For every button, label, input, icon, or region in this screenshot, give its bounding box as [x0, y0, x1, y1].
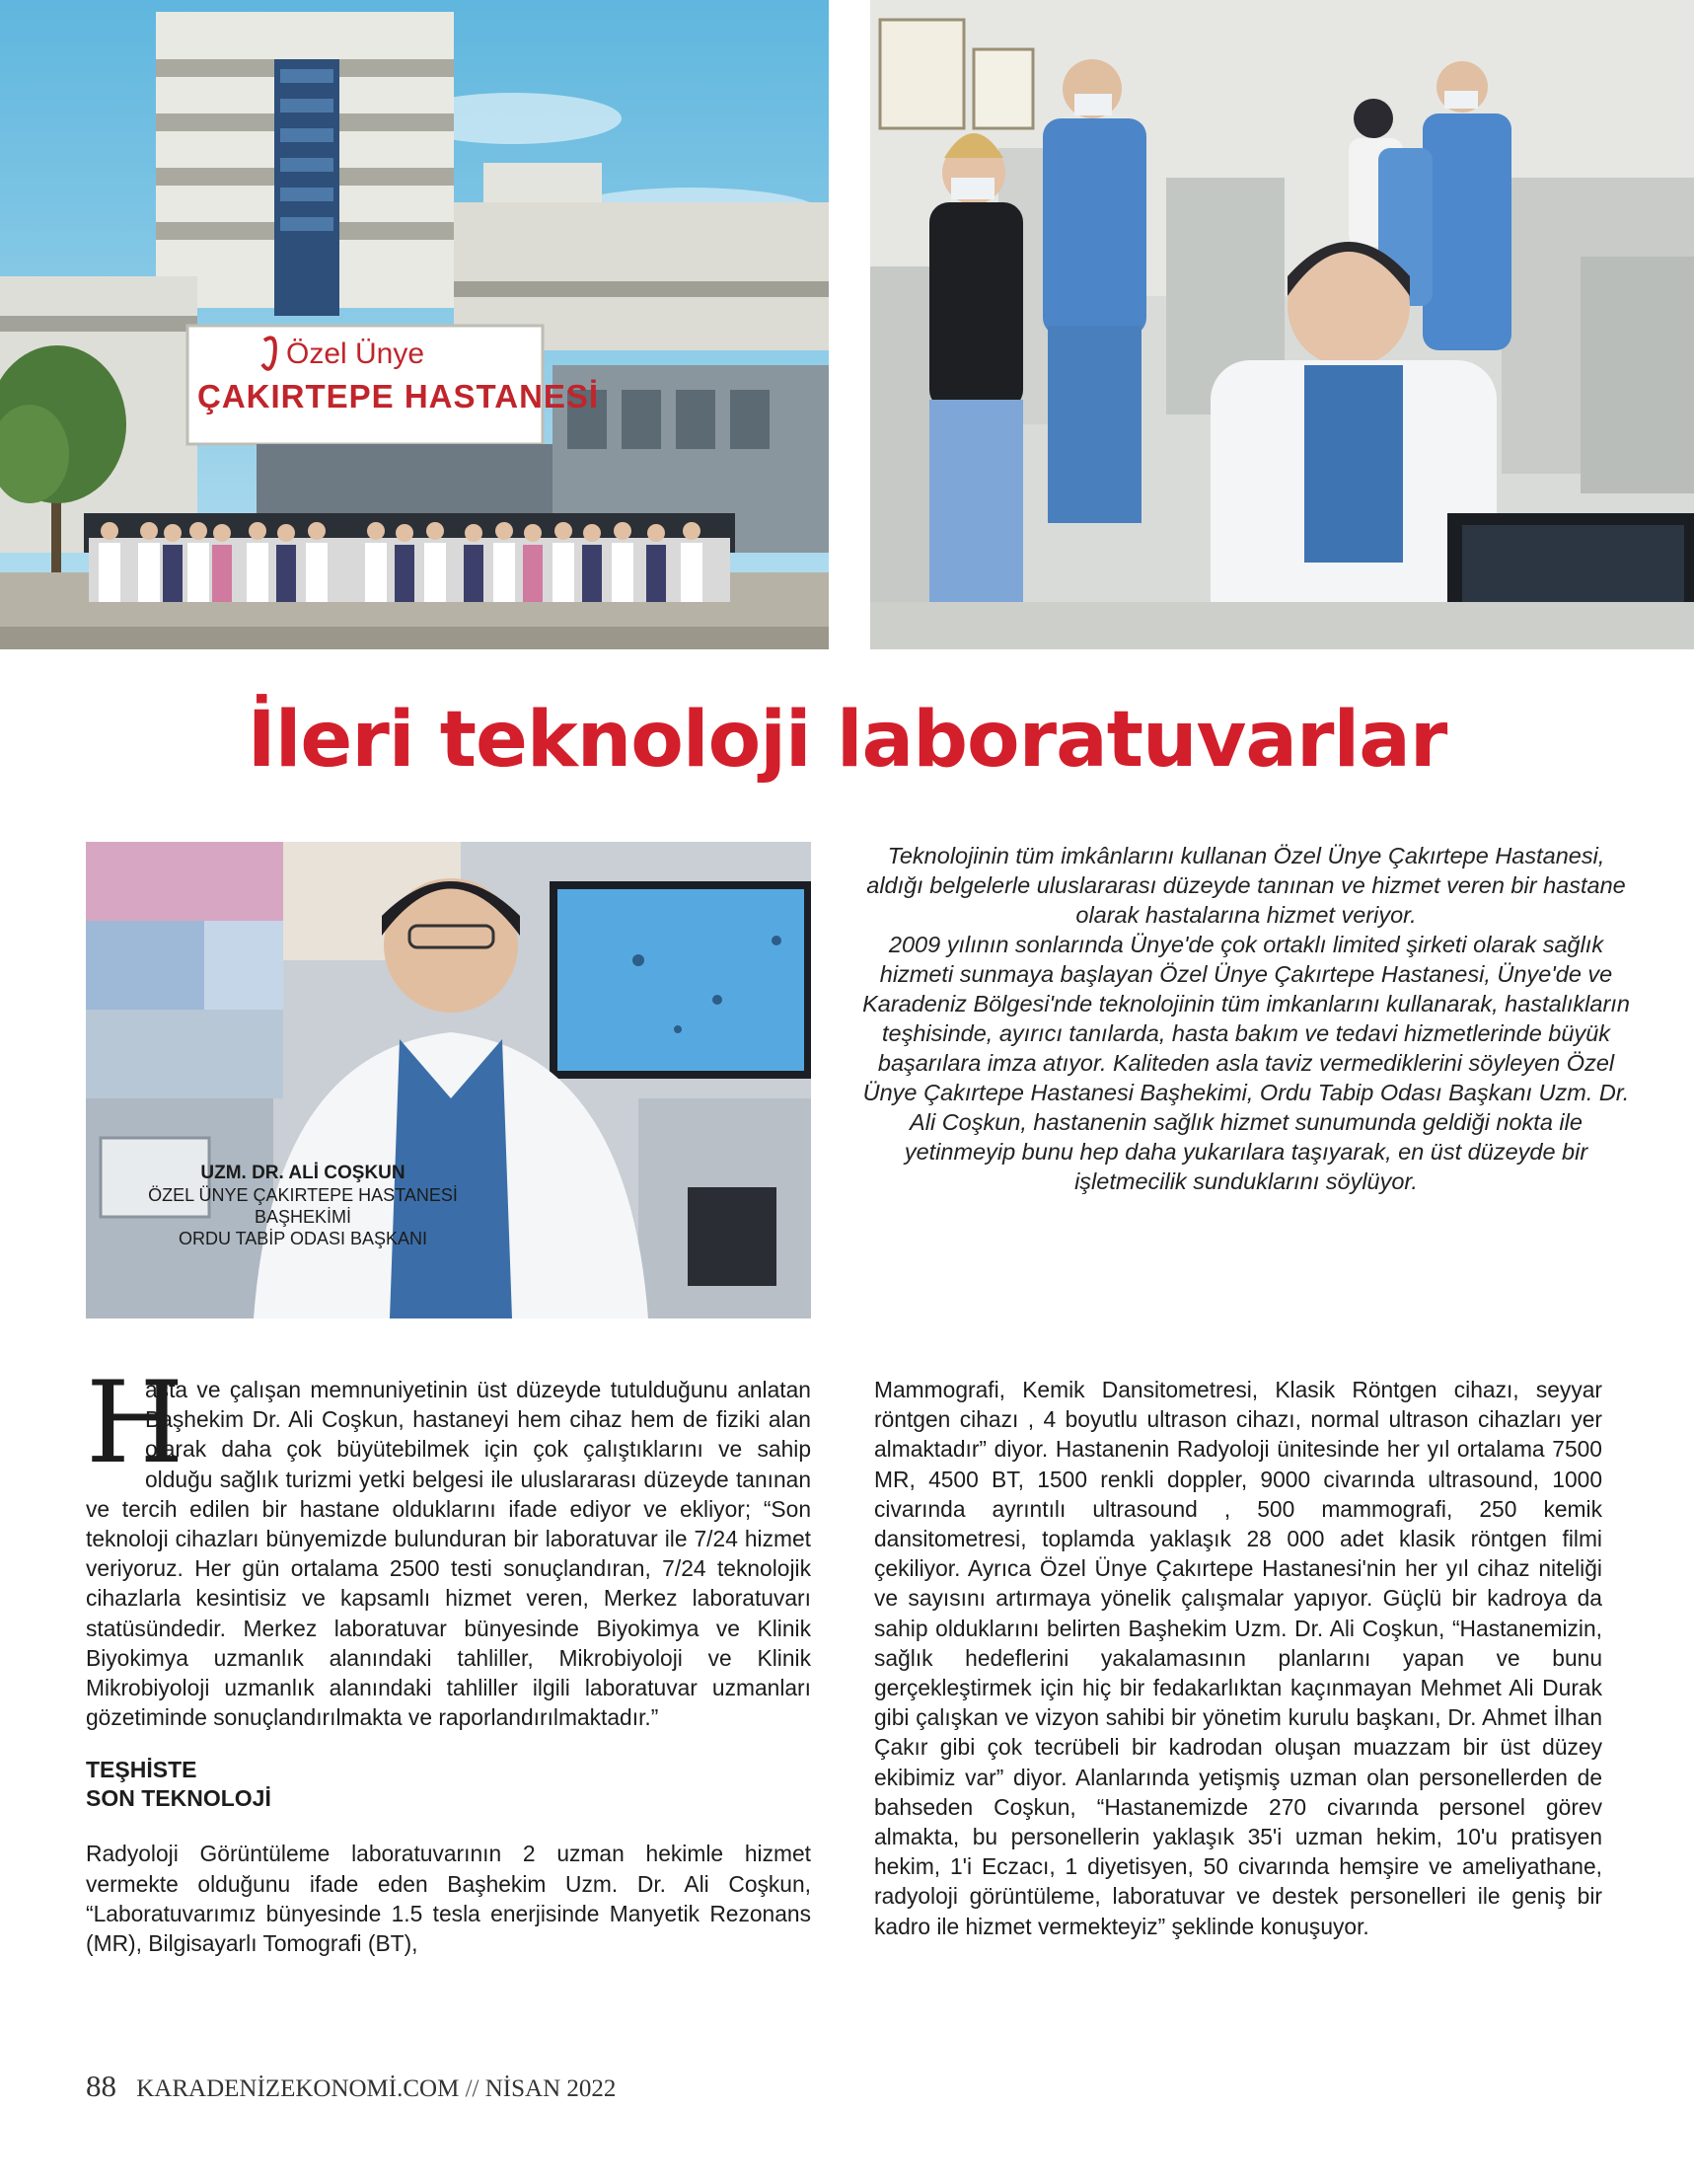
caption-name: UZM. DR. ALİ COŞKUN: [200, 1163, 405, 1183]
page-number: 88: [86, 2069, 116, 2103]
body-paragraph-2: Radyoloji Görüntüleme laboratuvarının 2 uzman hekimle hizmet vermekte olduğunu ifade eden Başhekim Uzm. Dr. Ali Coşkun, “Laboratuvarımız bünyesinde 1.5 tesla enerjisinde Manyetik Rezonans (MR), Bilgisayarlı Tomografi (BT),: [86, 1841, 811, 1957]
intro-paragraph-1: Teknolojinin tüm imkânlarını kullanan Özel Ünye Çakırtepe Hastanesi, aldığı belgelerle uluslararası düzeyde tanınan ve hizmet veren bir hastane olarak hastalarına hizmet veriyor.: [866, 843, 1626, 928]
laboratory-staff-photo: [870, 0, 1694, 649]
hospital-sign-line2: ÇAKIRTEPE HASTANESİ: [197, 378, 600, 414]
subheading-line2: SON TEKNOLOJİ: [86, 1785, 271, 1812]
drop-cap: H: [86, 1357, 184, 1488]
publication-name: KARADENİZEKONOMİ.COM: [136, 2075, 460, 2102]
caption-line1: ÖZEL ÜNYE ÇAKIRTEPE HASTANESİ: [148, 1185, 458, 1205]
intro-paragraph-2: 2009 yılının sonlarında Ünye'de çok ortaklı limited şirketi olarak sağlık hizmeti sunmaya başlayan Özel Ünye Çakırtepe Hastanesi, Ünye'de ve Karadeniz Bölgesi'nde teknolojinin tüm imkanlarını kullanarak, hastalıkların teşhisinde, ayırıcı tanılarda, hasta bakım ve tedavi hizmetlerinde büyük başarılara imza atıyor. Kaliteden asla taviz vermediklerini söyleyen Özel Ünye Çakırtepe Hastanesi Başhekimi, Ordu Tabip Odası Başkanı Uzm. Dr. Ali Coşkun, hastanenin sağlık hizmet sunumunda geldiği nokta ile yetinmeyip bunu hep daha yukarılara taşıyarak, en üst düzeyde bir işletmecilik sunduklarını söylüyor.: [862, 932, 1630, 1194]
page-footer: [86, 2069, 616, 2104]
issue-date: NİSAN 2022: [484, 2075, 617, 2102]
article-intro: [856, 841, 1636, 1196]
body-paragraph-1: [86, 1357, 811, 1732]
portrait-caption: [86, 1163, 520, 1249]
caption-line2: BAŞHEKİMİ: [254, 1207, 352, 1227]
body-column-left: [86, 1357, 811, 1958]
body-paragraph-1-text: asta ve çalışan memnuniyetinin üst düzeyde tutulduğunu anlatan Başhekim Dr. Ali Coşkun, hastaneyi hem cihaz hem de fiziki alan olarak daha çok büyütebilmek için çok çalıştıklarını ve sahip olduğu sağlık turizmi yetki belgesi ile uluslararası düzeyde tanınan ve tercih edilen bir hastane olduklarını ifade ediyor ve ekliyor; “Son teknoloji cihazları bünyemizde bulunduran bir laboratuvar ile 7/24 hizmet veriyoruz. Her gün ortalama 2500 testi sonuçlandıran, 7/24 teknolojik cihazlarla kesintisiz ve kapsamlı hizmet veren, Merkez laboratuvarı statüsündedir. Merkez laboratuvar bünyesinde Biyokimya ve Klinik Biyokimya uzmanlık alanındaki tahliller, Mikrobiyoloji ve Klinik Mikrobiyoloji uzmanlık alanındaki tahliller ilgili laboratuvar uzmanları gözetiminde sonuçlandırılmakta ve raporlandırılmaktadır.”: [86, 1377, 811, 1731]
subheading-line1: TEŞHİSTE: [86, 1757, 197, 1783]
section-subheading: [86, 1756, 811, 1813]
body-column-right: [874, 1375, 1602, 1941]
hospital-sign-line1: Özel Ünye: [286, 338, 425, 370]
body-paragraph-3: Mammografi, Kemik Dansitometresi, Klasik Röntgen cihazı, seyyar röntgen cihazı , 4 boyutlu ultrason cihazı, normal ultrason cihazları yer almaktadır” diyor. Hastanenin Radyoloji ünitesinde her yıl ortalama 7500 MR, 4500 BT, 1500 renkli doppler, 9000 civarında ultrasound, 1000 civarında ayrıntılı ultrasound , 500 mammografi, 250 kemik dansitometresi, toplamda yaklaşık 28 000 adet klasik röntgen filmi çekiliyor. Ayrıca Özel Ünye Çakırtepe Hastanesi'nin her yıl cihaz niteliği ve sayısını artırmaya yönelik çalışmalar yapıyor. Güçlü bir kadroya da sahip olduklarını belirten Başhekim Uzm. Dr. Ali Coşkun, “Hastanemizin, sağlık hedeflerini yakalamasının planlarını yapan ve bunu gerçekleştirmek için hiç bir fedakarlıktan kaçınmayan Mehmet Ali Durak gibi çalışkan ve vizyon sahibi bir yönetim kurulu başkanı, Dr. Ahmet İlhan Çakır gibi çok tecrübeli bir kadrodan oluşan muazzam bir üst düzey ekibimiz var” diyor. Alanlarında yetişmiş uzman olan personellerden de bahseden Coşkun, “Hastanemizde 270 civarında personel görev almakta, bu personellerin yaklaşık 35'i uzman hekim, 10'u pratisyen hekim, 1'i Eczacı, 1 diyetisyen, 50 civarında hemşire ve ameliyathane, radyoloji görüntüleme, laboratuvar ve destek personelleri ile geniş bir kadro ile hizmet vermekteyiz” şeklinde konuşuyor.: [874, 1377, 1602, 1939]
footer-separator: //: [465, 2075, 479, 2102]
hospital-building-photo: [0, 0, 829, 649]
article-headline: İleri teknoloji laboratuvarlar: [247, 696, 1447, 785]
caption-line3: ORDU TABİP ODASI BAŞKANI: [178, 1229, 428, 1248]
